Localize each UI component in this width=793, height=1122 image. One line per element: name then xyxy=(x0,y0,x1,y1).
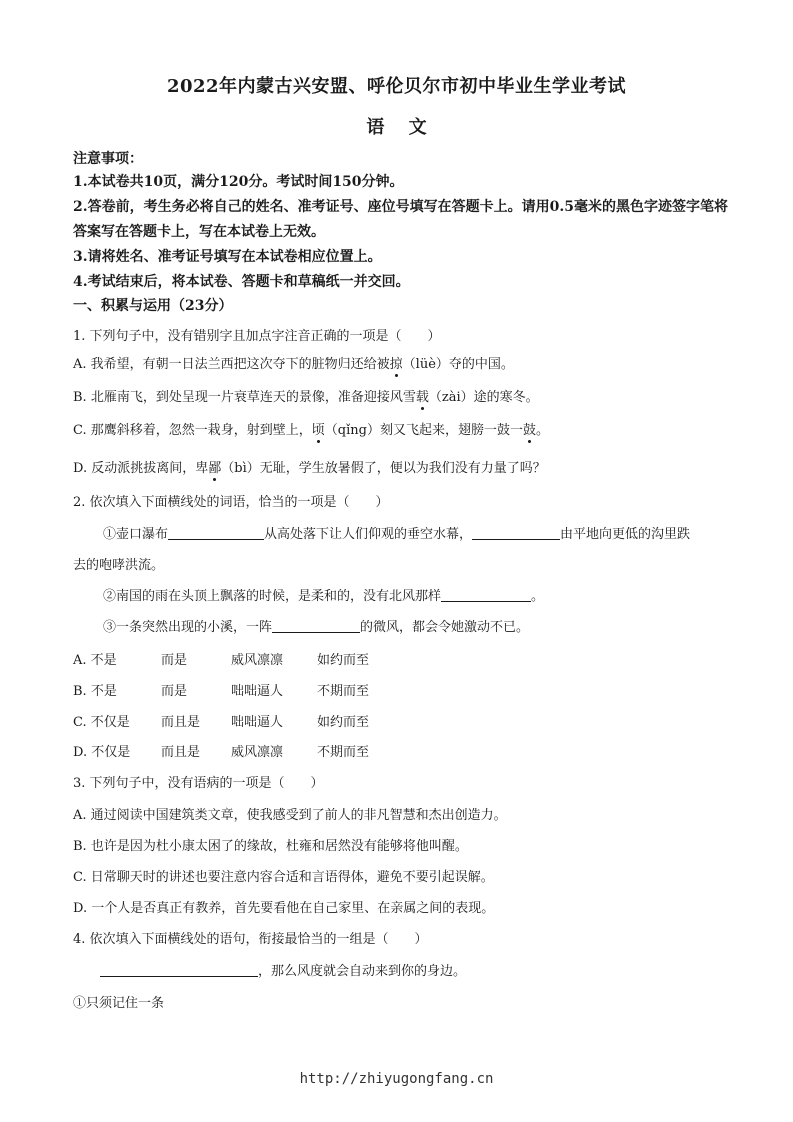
q2-d-word-1: D. 不仅是 xyxy=(73,745,131,760)
q1-c-text-end: 。 xyxy=(535,423,549,438)
q4-sentence xyxy=(100,960,760,979)
q2-option-a xyxy=(73,649,369,668)
subject-title: 语 文 xyxy=(366,117,427,138)
q2-a-word-4: 如约而至 xyxy=(317,653,370,668)
q2-b-word-1: B. 不是 xyxy=(73,684,117,699)
q3-stem: 3. 下列句子中，没有语病的一项是（ ） xyxy=(73,776,324,791)
q2-sentence-3 xyxy=(103,616,763,635)
q1-d-text-end: （bì）无耻，学生放暑假了，便以为我们没有力量了吗？ xyxy=(221,461,546,476)
q4-sentence-text: ，那么风度就会自动来到你的身边。 xyxy=(258,964,467,979)
footer-url: http://zhiyugongfang.cn xyxy=(299,1071,494,1087)
q2-option-d xyxy=(73,741,369,760)
q2-c-word-4: 如约而至 xyxy=(317,715,370,730)
q2-d-word-4: 不期而至 xyxy=(317,745,370,760)
q1-c-text: C. 那鹰斜移着，忽然一栽身，射到壁上， xyxy=(73,423,312,438)
q4-stem: 4. 依次填入下面横线处的语句，衔接最恰当的一组是（ ） xyxy=(73,932,428,947)
q2-c-word-1: C. 不仅是 xyxy=(73,715,130,730)
q2-s3-text-end: 的微风，都会令她激动不已。 xyxy=(360,620,530,635)
q3-option-b: B. 也许是因为杜小康太困了的缘故，杜雍和居然没有能够将他叫醒。 xyxy=(73,839,468,854)
q1-b-text: B. 北雁南飞，到处呈现一片衰草连天的景像，准备迎接风雪 xyxy=(73,390,416,405)
notice-item-3: 3.请将姓名、准考证号填写在本试卷相应位置上。 xyxy=(73,249,382,265)
emphasis-char: 顷 xyxy=(311,423,325,438)
q1-option-a xyxy=(73,353,733,372)
fill-blank xyxy=(168,525,264,540)
q2-s1-text-3: 由平地向更低的沟里跌 xyxy=(560,527,691,542)
exam-title: 2022年内蒙古兴安盟、呼伦贝尔市初中毕业生学业考试 xyxy=(166,76,627,97)
q2-stem: 2. 依次填入下面横线处的词语，恰当的一项是（ ） xyxy=(73,495,389,510)
fill-blank xyxy=(472,525,560,540)
notice-item-2: 2.答卷前，考生务必将自己的姓名、准考证号、座位号填写在答题卡上。请用0.5毫米的黑色字迹签字笔将答案写在答题卡上，写在本试卷上无效。 xyxy=(73,199,728,240)
q1-option-c xyxy=(73,419,733,438)
q1-option-d xyxy=(73,457,733,476)
q1-stem: 1. 下列句子中，没有错别字且加点字注音正确的一项是（ ） xyxy=(73,329,441,344)
q2-sentence-1 xyxy=(103,523,763,542)
q1-option-b xyxy=(73,386,733,405)
q2-s1-text: ①壶口瀑布 xyxy=(103,527,169,542)
q2-c-word-3: 咄咄逼人 xyxy=(231,715,284,730)
q1-c-text-mid: （qǐng）刻又飞起来，翅膀一鼓一 xyxy=(324,423,523,438)
q2-option-b xyxy=(73,680,369,699)
q2-option-c xyxy=(73,711,369,730)
q3-option-d: D. 一个人是否真正有教养，首先要看他在自己家里、在亲属之间的表现。 xyxy=(73,901,495,916)
q1-b-text-end: （zài）途的寒冬。 xyxy=(428,390,539,405)
q2-b-word-2: 而是 xyxy=(161,684,188,699)
q2-s3-text: ③一条突然出现的小溪，一阵 xyxy=(103,620,273,635)
q2-b-word-4: 不期而至 xyxy=(317,684,370,699)
q2-s2-text: ②南国的雨在头顶上飘落的时候，是柔和的，没有北风那样 xyxy=(103,589,442,604)
emphasis-char: 鄙 xyxy=(208,461,222,476)
emphasis-char: 载 xyxy=(415,390,429,405)
q1-a-text: A. 我希望，有朝一日法兰西把这次夺下的脏物归还给被 xyxy=(73,357,390,372)
fill-blank xyxy=(272,618,360,633)
emphasis-char: 掠 xyxy=(389,357,403,372)
q2-b-word-3: 咄咄逼人 xyxy=(231,684,284,699)
q3-option-a: A. 通过阅读中国建筑类文章，使我感受到了前人的非凡智慧和杰出创造力。 xyxy=(73,808,507,823)
q3-option-c: C. 日常聊天时的讲述也要注意内容合适和言语得体，避免不要引起误解。 xyxy=(73,870,494,885)
q1-d-text: D. 反动派挑拔离间，卑 xyxy=(73,461,209,476)
fill-blank xyxy=(441,587,531,602)
q2-c-word-2: 而且是 xyxy=(161,715,201,730)
q2-sentence-2 xyxy=(103,585,763,604)
q2-a-word-1: A. 不是 xyxy=(73,653,117,668)
q2-d-word-3: 威风凛凛 xyxy=(231,745,284,760)
q2-s1-text-2: 从高处落下让人们仰观的垂空水幕， xyxy=(264,527,473,542)
notice-heading: 注意事项： xyxy=(73,151,143,167)
q2-a-word-3: 威风凛凛 xyxy=(231,653,284,668)
notice-item-1: 1.本试卷共10页，满分120分。考试时间150分钟。 xyxy=(73,174,404,190)
fill-blank xyxy=(100,962,258,977)
q2-sentence-1-cont: 去的咆哮洪流。 xyxy=(73,558,165,573)
q1-a-text-end: （lüè）夺的中国。 xyxy=(402,357,514,372)
q2-s2-text-end: 。 xyxy=(531,589,545,604)
q2-a-word-2: 而是 xyxy=(161,653,188,668)
emphasis-char: 鼓 xyxy=(522,423,536,438)
notice-item-4: 4.考试结束后，将本试卷、答题卡和草稿纸一并交回。 xyxy=(73,274,410,290)
q2-d-word-2: 而且是 xyxy=(161,745,201,760)
q4-item-1: ①只须记住一条 xyxy=(73,996,165,1011)
section-heading: 一、积累与运用（23分） xyxy=(73,298,233,314)
